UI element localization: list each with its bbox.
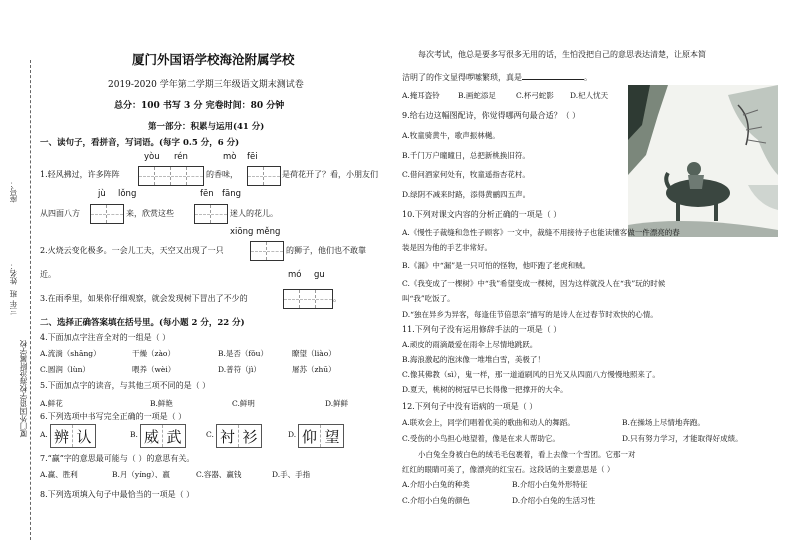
option: B.画蛇添足 — [458, 91, 496, 100]
option: B.在操场上尽情地奔跑。 — [622, 418, 705, 427]
answer-grid[interactable] — [138, 166, 204, 186]
char: 威 — [141, 425, 163, 447]
char: 衬 — [217, 425, 239, 447]
option: B.《漏》中“漏”是一只可怕的怪物，他吓跑了老虎和贼。 — [402, 261, 591, 270]
option: 喂养（wèi） — [132, 365, 176, 374]
answer-blank[interactable] — [522, 70, 584, 80]
option: A.联欢会上，同学们唱着优美的歌曲和动人的舞蹈。 — [402, 418, 575, 427]
pinyin: lǒng — [118, 189, 137, 199]
option: 瞭望（liào） — [292, 349, 336, 358]
option: A.流淌（shāng） — [40, 349, 101, 358]
passage-line2 — [402, 70, 592, 83]
answer-grid[interactable] — [194, 204, 228, 224]
char: 望 — [324, 427, 340, 446]
passage-13-line1: 小白兔全身被白色的绒毛毛包裹着，看上去像一个雪团。它那一对 — [418, 450, 636, 459]
school-binding-label: 厦门外国语学校海沧附属学校 — [19, 340, 28, 438]
pinyin: fēi — [247, 152, 258, 162]
char-box-b — [140, 424, 186, 448]
text: 。 — [584, 73, 592, 82]
answer-grid[interactable] — [250, 241, 284, 261]
text: 来，欣赏这些 — [126, 209, 174, 218]
char: 仰 — [299, 425, 321, 447]
school-title: 厦门外国语学校海沧附属学校 — [132, 52, 295, 67]
option: D.手、手指 — [272, 470, 311, 479]
passage-13-line2: 红红的眼睛可美了，像漂亮的红宝石。这段话的主要意思是（ ） — [402, 465, 615, 474]
char-box-d — [298, 424, 344, 448]
pinyin: gu — [314, 270, 325, 280]
option: C.像其佛教（sì），鬼一样，那一道道刷风的日光又从四面八方慢慢地照来了。 — [402, 370, 660, 379]
option: D.绿阴不减来时路，添得黄鹂四五声。 — [402, 190, 531, 199]
option: C.圆润（lùn） — [40, 365, 90, 374]
binding-line — [30, 60, 31, 540]
part1-heading: 第一部分：积累与运用(41 分) — [148, 122, 265, 132]
option-label: D. — [288, 430, 297, 439]
text: 2.火烧云变化极多。一会儿工夫，天空又出现了一只 — [40, 246, 224, 255]
option: 屠苏（zhū） — [292, 365, 336, 374]
question-8: 8.下列选项填入句子中最恰当的一项是（ ） — [40, 490, 195, 499]
pinyin: yòu — [144, 152, 160, 162]
exam-meta: 总分：100 书写 3 分 完卷时间：80 分钟 — [114, 101, 285, 111]
option: D.“独在异乡为异客，每逢佳节倍思亲”描写的是诗人在过春节时欢快的心情。 — [402, 310, 658, 319]
text: 洁明了的作文显得啰嗦繁琐，真是 — [402, 73, 522, 82]
answer-grid[interactable] — [247, 166, 281, 186]
option: 叫“我”吃饭了。 — [402, 294, 455, 303]
question-4: 4.下面加点字注音全对的一组是（ ） — [40, 333, 171, 342]
char: 武 — [166, 427, 182, 446]
question-12: 12.下列句子中没有语病的一项是（ ） — [402, 402, 538, 411]
option: D.杞人忧天 — [570, 91, 609, 100]
option: B.介绍小白兔外形特征 — [512, 480, 588, 489]
option: B.月（yíng）、嬴 — [112, 470, 170, 479]
pinyin: xiōng měng — [230, 227, 281, 237]
option: D.夏天，桃树的树冠早已长得像一把撑开的大伞。 — [402, 385, 568, 394]
text: 许多阵阵 — [87, 170, 120, 179]
seat-label: 座号： — [9, 180, 18, 203]
text: 1.轻风拂过， — [40, 170, 88, 179]
option: A.赢、胜利 — [40, 470, 78, 479]
option: C.《我变成了一棵树》中“我”希望变成一棵树，因为这样就没人在“我”玩的时候 — [402, 279, 666, 288]
char: 认 — [76, 427, 92, 446]
text: 。 — [333, 294, 341, 303]
option: A.鲜花 — [40, 399, 63, 408]
option: 干燥（zào） — [132, 349, 175, 358]
option: B.鲜艳 — [150, 399, 173, 408]
text: 是荷花开了？看，小朋友们 — [282, 170, 378, 179]
exam-title: 2019-2020 学年第二学期三年级语文期末测试卷 — [108, 80, 304, 90]
option-label: C. — [206, 430, 214, 439]
pinyin: rén — [174, 152, 188, 162]
option-label: B. — [130, 430, 138, 439]
passage-line1: 每次考试，他总是要多写很多无用的话，生怕没把自己的意思表达清楚，让原本简 — [418, 50, 706, 59]
text: 迷人的花儿。 — [230, 209, 278, 218]
option: C.介绍小白兔的颜色 — [402, 496, 470, 505]
option: D.介绍小白兔的生活习性 — [512, 496, 596, 505]
option-label: A. — [40, 430, 48, 439]
text: 3.在雨季里，如果你仔细观察，就会发现树下冒出了不少的 — [40, 294, 248, 303]
option: A.牧童骑黄牛，歌声振林樾。 — [402, 131, 500, 140]
option: C.借问酒家何处有，牧童遥指杏花村。 — [402, 170, 530, 179]
option: C.杯弓蛇影 — [516, 91, 554, 100]
q2-heading: 二、选择正确答案填在括号里。(每小题 2 分，22 分) — [40, 318, 245, 328]
answer-grid[interactable] — [283, 289, 333, 309]
pinyin: mó — [288, 270, 302, 280]
option: B.千门万户曈曈日，总把新桃换旧符。 — [402, 151, 530, 160]
ink-painting-image — [628, 85, 778, 237]
option: B.是否（fǒu） — [218, 349, 269, 358]
option: D.普符（jì） — [218, 365, 261, 374]
answer-grid[interactable] — [90, 204, 124, 224]
class-label: 三年 班 — [9, 290, 18, 315]
question-5: 5.下面加点字的读音，与其他三项不同的是（ ） — [40, 381, 211, 390]
q1-heading: 一、读句子，看拼音，写词语。(每字 0.5 分，6 分) — [40, 138, 240, 148]
text: 的香味， — [206, 170, 238, 179]
option: A.顽皮的雨滴最爱在雨伞上尽情地跳跃。 — [402, 340, 538, 349]
name-label: 姓名： — [9, 262, 18, 285]
option: A.《慢性子裁缝和急性子顾客》一文中，裁缝不用接待子也能读懂客做一件漂亮的春 — [402, 228, 680, 237]
question-7: 7.“赢”字的意思最可能与（ ）的意思有关。 — [40, 454, 195, 463]
option: 装是因为他的手艺非常好。 — [402, 243, 492, 252]
option: A.介绍小白兔的种类 — [402, 480, 470, 489]
option: A.掩耳盗铃 — [402, 91, 440, 100]
q1-sentence1 — [40, 170, 120, 180]
question-10: 10.下列对课文内容的分析正确的一项是（ ） — [402, 210, 562, 219]
text: 近。 — [40, 270, 56, 279]
option: C.容器、赢钱 — [196, 470, 242, 479]
question-11: 11.下列句子没有运用修辞手法的一项是（ ） — [402, 325, 562, 334]
char: 衫 — [242, 427, 258, 446]
pinyin: mò — [223, 152, 237, 162]
option: C.鲜明 — [232, 399, 255, 408]
option: B.海浪激起的泡沫像一堆堆白雪，美极了！ — [402, 355, 545, 364]
text: 从四面八方 — [40, 209, 80, 218]
char: 辨 — [51, 425, 73, 447]
pinyin: jù — [98, 189, 106, 199]
char-box-c — [216, 424, 262, 448]
option: D.只有努力学习，才能取得好成绩。 — [622, 434, 743, 443]
pinyin: fēn — [200, 189, 214, 199]
question-9: 9.给右边这幅图配诗，你觉得哪两句最合适？（ ） — [402, 111, 581, 120]
char-box-a — [50, 424, 96, 448]
text: 的狮子，他们也不敢靠 — [286, 246, 366, 255]
question-6: 6.下列选项中书写完全正确的一项是（ ） — [40, 412, 187, 421]
pinyin: fāng — [222, 189, 241, 199]
option: D.鲜鲜 — [325, 399, 349, 408]
option: C.受伤的小鸟担心地望着，像是在求人帮助它。 — [402, 434, 560, 443]
